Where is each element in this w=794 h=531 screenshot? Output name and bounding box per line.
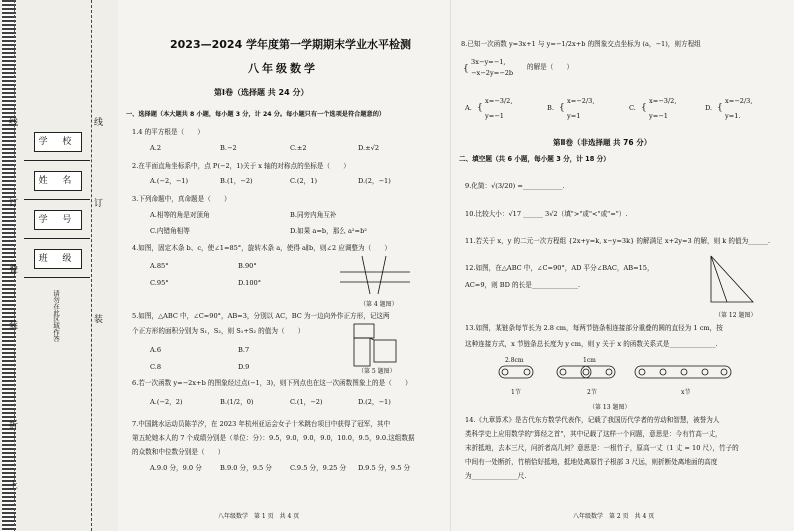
q8-a-y: y=−1	[485, 112, 504, 120]
q7-option-c[interactable]: C.9.5 分，9.25 分	[290, 464, 347, 472]
side-mark: 折	[9, 421, 19, 431]
q14-stem-line3: 末折抵地，去本三尺，问折者高几何？意思是：一根竹子，原高一丈（1 丈 = 10 尺），竹子的	[465, 444, 739, 452]
q4-option-a[interactable]: A.85°	[150, 262, 169, 270]
q14-stem-line1: 14.《九章算术》是古代东方数学代表作，记载了我国历代学者的劳动和智慧，被誉为人	[465, 416, 720, 424]
q2-stem: 2.在平面直角坐标系中，点 P(−2，1)关于 x 轴的对称点的坐标是（ ）	[132, 162, 350, 170]
q14-stem-line5: 为______________尺.	[465, 472, 527, 480]
q8-d-x: x=−2/3,	[725, 97, 753, 105]
q8-brace: {	[477, 103, 483, 113]
q12-stem-line2: AC=9，则 BD 的长是______________.	[465, 281, 581, 289]
side-mark: 订	[94, 199, 104, 209]
q7-option-b[interactable]: B.9.0 分，9.5 分	[220, 464, 272, 472]
q5-stem-line2: 个正方形的面积分别为 S₁，S₂，则 S₁+S₂ 的值为（ ）	[132, 327, 305, 335]
q4-caption: （第 4 题图）	[360, 301, 398, 308]
side-mark: 线	[94, 118, 104, 128]
q5-caption: （第 5 题图）	[358, 368, 396, 375]
q3-option-d[interactable]: D.如果 a=b，那么 a²=b²	[290, 227, 367, 235]
q8-b-y: y=1	[567, 112, 581, 120]
q6-stem: 6.若一次函数 y=−2x+b 的图象经过点(−1，3)，则下列点也在这一次函数图象上的是（ ）	[132, 379, 412, 387]
q7-stem-line1: 7.中国跳水运动员陈芋汐，在 2023 年杭州亚运会女子十米跳台项目中获得了冠军，其中	[132, 420, 391, 428]
q8-d-y: y=1.	[725, 112, 741, 120]
q4-figure	[340, 254, 410, 296]
name-label: 姓 名	[34, 171, 82, 191]
q1-option-b[interactable]: B.−2	[220, 144, 237, 152]
q12-figure	[705, 254, 757, 306]
q8-b-x: x=−2/3,	[567, 97, 595, 105]
side-mark: 叠	[9, 265, 19, 275]
class-label: 班 级	[34, 249, 82, 269]
q1-stem: 1.4 的平方根是（ ）	[132, 128, 204, 136]
q13-label-2: 2节	[587, 389, 597, 396]
part2-heading: 第Ⅱ卷（非选择题 共 76 分）	[553, 138, 652, 147]
side-mark: 装	[9, 321, 19, 331]
q3-option-c[interactable]: C.内错角相等	[150, 227, 190, 235]
q8-option-a[interactable]: A.	[465, 104, 472, 112]
binding-fold-line	[91, 0, 92, 531]
q13-stem-line2: 这种连接方式，x 节链条总长度为 y cm，则 y 关于 x 的函数关系式是______________.	[465, 340, 718, 348]
q5-option-c[interactable]: C.8	[150, 363, 162, 371]
q8-brace: {	[641, 103, 647, 113]
q7-stem-line2: 第五轮她本人的 7 个成绩分别是（单位：分）：9.5，9.0，9.0，9.0，10.0，9.5，9.0.这组数据	[132, 434, 415, 442]
q8-option-d[interactable]: D.	[705, 104, 713, 112]
q13-length-label: 2.8cm	[505, 357, 524, 364]
q1-option-d[interactable]: D.±√2	[358, 144, 380, 152]
q8-brace: {	[717, 103, 723, 113]
q8-brace: {	[463, 64, 469, 74]
side-mark: 装	[94, 315, 104, 325]
q7-stem-line3: 的众数和中位数分别是（ ）	[132, 448, 225, 456]
q8-a-x: x=−3/2,	[485, 97, 513, 105]
no-answer-note: 请勿在此区域作答	[52, 290, 60, 342]
q3-stem: 3.下列命题中，真命题是（ ）	[132, 195, 231, 203]
part1-heading: 第Ⅰ卷（选择题 共 24 分）	[214, 88, 309, 97]
q14-stem-line4: 中间有一处断折，竹梢恰好抵地，抵地处离原竹子根部 3 尺远，则折断处离地面的高度	[465, 458, 718, 466]
school-label: 学 校	[34, 132, 82, 152]
q5-option-d[interactable]: D.9	[238, 363, 250, 371]
page-2	[455, 0, 791, 531]
q7-option-a[interactable]: A.9.0 分，9.0 分	[150, 464, 202, 472]
page-divider	[450, 0, 451, 531]
student-id-field[interactable]	[24, 238, 90, 239]
q7-option-d[interactable]: D.9.5 分，9.5 分	[358, 464, 411, 472]
q8-brace: {	[559, 103, 565, 113]
q13-stem-line1: 13.如图，某链条每节长为 2.8 cm，每两节链条相连接部分重叠的圆的直径为 1 cm，按	[465, 324, 723, 332]
q6-option-c[interactable]: C.(1，−2)	[290, 398, 323, 406]
side-mark: 线	[9, 118, 19, 128]
q4-option-d[interactable]: D.100°	[238, 279, 262, 287]
q13-label-x: x节	[681, 389, 691, 396]
q1-option-c[interactable]: C.±2	[290, 144, 307, 152]
q3-option-b[interactable]: B.同旁内角互补	[290, 211, 337, 219]
section1-heading: 一、选择题（本大题共 8 小题，每小题 3 分，计 24 分。每小题只有一个选项是符合题意的）	[126, 111, 386, 118]
q4-option-b[interactable]: B.90°	[238, 262, 257, 270]
q3-option-a[interactable]: A.相等的角是对顶角	[150, 211, 210, 219]
q8-system-eq1: 3x−y=−1,	[471, 58, 506, 66]
q10-stem: 10.比较大小：√17 ______ 3√2（填">"或"<"或"="）.	[465, 210, 628, 218]
q6-option-a[interactable]: A.(−2，2)	[150, 398, 183, 406]
q12-caption: （第 12 题图）	[715, 312, 757, 319]
q5-option-b[interactable]: B.7	[238, 346, 250, 354]
student-id-label: 学 号	[34, 210, 82, 230]
q5-stem-line1: 5.如图，△ABC 中，∠C=90°，AB=3，分别以 AC，BC 为一边向外作正方形，记这两	[132, 312, 390, 320]
exam-title: 2023—2024 学年度第一学期期末学业水平检测	[170, 38, 412, 51]
binding-strip	[0, 0, 118, 531]
q4-stem: 4.如图，固定木条 b、c，使∠1=85°，旋转木条 a，使得 a∥b，则∠2 应调整为（ ）	[132, 244, 391, 252]
q5-option-a[interactable]: A.6	[150, 346, 162, 354]
page-1	[122, 0, 442, 531]
q8-option-b[interactable]: B.	[547, 104, 554, 112]
q14-stem-line2: 类科学史上应用数学的"算经之首"，其中记载了这样一个问题，意思是：今有竹高一丈，	[465, 430, 722, 438]
q6-option-b[interactable]: B.(1/2，0)	[220, 398, 254, 406]
q1-option-a[interactable]: A.2	[150, 144, 162, 152]
school-field[interactable]	[24, 160, 90, 161]
page1-footer: 八年级数学 第 1 页 共 4 页	[218, 513, 300, 520]
side-mark: 上	[9, 481, 19, 491]
q2-option-d[interactable]: D.(2，−1)	[358, 177, 391, 185]
q5-figure	[346, 322, 410, 368]
side-mark: 订	[9, 199, 19, 209]
q6-option-d[interactable]: D.(2，−1)	[358, 398, 391, 406]
q8-stem-line2: 的解是（ ）	[527, 63, 574, 71]
class-field[interactable]	[24, 277, 90, 278]
section2-heading: 二、填空题（共 6 小题，每小题 3 分，计 18 分）	[459, 155, 610, 163]
q2-option-b[interactable]: B.(1，−2)	[220, 177, 253, 185]
q12-stem-line1: 12.如图，在△ABC 中，∠C=90°，AD 平分∠BAC，AB=15，	[465, 264, 654, 272]
q8-c-y: y=−1	[649, 112, 668, 120]
q13-figure	[495, 356, 735, 386]
q8-system-eq2: −x−2y=−2b	[471, 69, 514, 77]
q8-c-x: x=−3/2,	[649, 97, 677, 105]
q4-option-c[interactable]: C.95°	[150, 279, 169, 287]
q13-caption: （第 13 题图）	[589, 404, 631, 411]
q2-option-a[interactable]: A.(−2，−1)	[150, 177, 189, 185]
q2-option-c[interactable]: C.(2，1)	[290, 177, 318, 185]
q13-overlap-label: 1cm	[583, 357, 596, 364]
page2-footer: 八年级数学 第 2 页 共 4 页	[573, 513, 655, 520]
q11-stem: 11.若关于 x，y 的二元一次方程组 {2x+y=k, x−y=3k} 的解满足 x+2y=3 的解，则 k 的值为______.	[465, 237, 771, 245]
subject-title: 八年级数学	[248, 62, 318, 75]
q8-stem-line1: 8.已知一次函数 y=3x+1 与 y=−1/2x+b 的图象交点坐标为 (a，−1)，则方程组	[461, 40, 701, 48]
q8-option-c[interactable]: C.	[629, 104, 636, 112]
q9-stem: 9.化简：√(3/20) =____________.	[465, 182, 565, 190]
q13-label-1: 1节	[511, 389, 521, 396]
name-field[interactable]	[24, 199, 90, 200]
